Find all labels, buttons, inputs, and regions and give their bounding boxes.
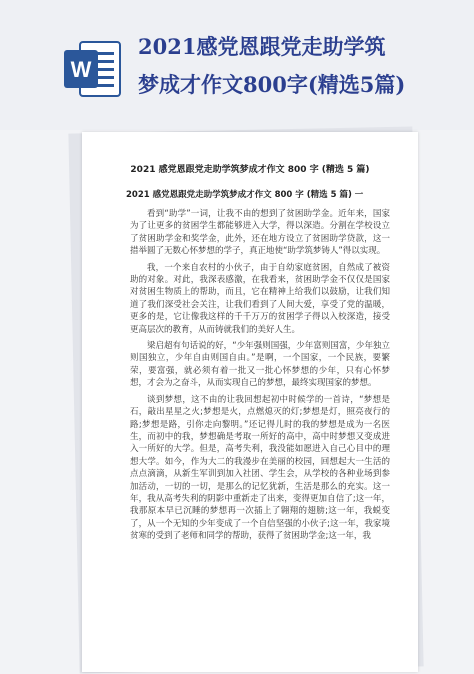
header-banner bbox=[0, 0, 474, 130]
paragraph: 谈到梦想，这不由的让我回想起初中时候学的一首诗，“梦想是石，敲出星星之火;梦想是火，点燃熄灭的灯;梦想是灯，照亮夜行的路;梦想是路，引你走向黎明。”还记得儿时的我的梦想是成为一名医生，而初中的我，梦想确是考取一所好的高中，高中时梦想又变成进入一所好的大学。但是，高考失利，我没能如愿进入自己心目中的理想大学。如今，作为大二的我漫步在美丽的校园，回想起大一生活的点点滴滴，从新生军训到加入社团、学生会，从学校的各种业场到参加活动，一切的一切，是那么的记忆犹新，生活是那么的充实。这一年，我从高考失利的阴影中重新走了出来，变得更加自信了;这一年，我那原本早已沉睡的梦想再一次插上了翱翔的翅膀;这一年，我蜕变了，从一个无知的少年变成了一个自信坚强的小伙子;这一年，我家境贫寒的受到了老师和同学的帮助，获得了贫困助学金;这一年，我 bbox=[130, 394, 390, 542]
paragraph: 我，一个来自农村的小伙子，由于自幼家庭贫困，自然成了被资助的对象。对此，我深表感激，在我看来，贫困助学金不仅仅是国家对贫困生物质上的帮助，而且，它在精神上给我们以鼓励，让我们知道了我们深受社会关注，让我们看到了人间大爱，享受了党的温暖，更多的是，它让像我这样的千千万万的贫困学子得以入校深造，接受更高层次的教育，从而铸就我们的美好人生。 bbox=[130, 262, 390, 335]
document-page bbox=[82, 132, 418, 672]
title-line-2: 梦成才作文800字(精选5篇) bbox=[138, 72, 406, 97]
paragraph: 梁启超有句话说的好，“少年强则国强，少年富则国富，少年独立则国独立，少年自由则国自由。”是啊，一个国家，一个民族，要繁荣，要富强，就必须有着一批又一批心怀梦想的少年，只有心怀梦想，才会为之奋斗，从而实现自己的梦想，最终实现国家的梦想。 bbox=[130, 341, 390, 389]
document-body bbox=[130, 208, 390, 547]
svg-text:W: W bbox=[70, 57, 92, 82]
title-line-1: 2021感党恩跟党走助学筑 bbox=[138, 34, 386, 59]
paragraph: 看到“助学”一词，让我不由的想到了贫困助学金。近年来，国家为了让更多的贫困学生都能够进入大学，得以深造。分割在学校设立了贫困助学金和奖学金，此外，还在地方设立了贫困助学贷款，这一措举圆了无数心怀梦想的学子，真正地使“助学筑梦铸人”得以实现。 bbox=[130, 209, 390, 257]
page-title: 2021 感党恩跟党走助学筑梦成才作文 800 字 (精选 5 篇) bbox=[130, 165, 370, 175]
word-icon bbox=[62, 38, 124, 100]
page-subtitle: 2021 感党恩跟党走助学筑梦成才作文 800 字 (精选 5 篇) 一 bbox=[126, 190, 364, 200]
document-title bbox=[138, 28, 468, 104]
